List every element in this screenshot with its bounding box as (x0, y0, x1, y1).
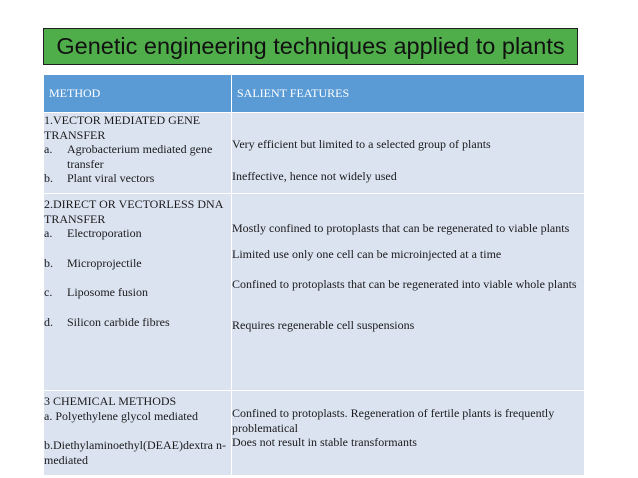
method-letter: d. (44, 314, 53, 329)
method-cell (44, 113, 232, 194)
method-text: a. Polyethylene glycol mediated (44, 408, 198, 423)
feature-text: Mostly confined to protoplasts that can be regenerated to viable plants (232, 221, 570, 235)
features-cell (232, 194, 585, 391)
feature-text: Requires regenerable cell suspensions (232, 317, 415, 332)
table-row (44, 391, 585, 476)
slide-title: Genetic engineering techniques applied to plants (56, 33, 565, 59)
method-text: Microprojectile (67, 255, 142, 270)
header-salient-features: SALIENT FEATURES (232, 75, 585, 113)
feature-text: Confined to protoplasts that can be regenerated into viable whole plants (232, 277, 577, 291)
method-text: Liposome fusion (67, 285, 148, 299)
method-item (44, 315, 231, 330)
features-cell (232, 113, 585, 194)
feature-text: Limited use only one cell can be microinjected at a time (232, 246, 502, 261)
table-row (44, 113, 585, 194)
feature-text: Does not result in stable transformants (232, 435, 417, 449)
method-item (44, 171, 231, 186)
methods-table (43, 74, 585, 476)
slide-title-box (43, 28, 578, 65)
method-text: Plant viral vectors (67, 171, 155, 185)
method-heading: 1.VECTOR MEDIATED GENE TRANSFER (44, 113, 201, 142)
method-text: b.Diethylaminoethyl(DEAE)dextra n- mediated (44, 438, 226, 467)
method-letter: c. (44, 285, 53, 299)
feature-text: Confined to protoplasts. Regeneration of fertile plants is frequently problematical (232, 406, 555, 435)
method-cell (44, 194, 232, 391)
method-item (44, 142, 231, 171)
method-text: Silicon carbide fibres (67, 314, 170, 329)
table-row (44, 194, 585, 391)
feature-text: Ineffective, hence not widely used (232, 168, 397, 183)
feature-text: Very efficient but limited to a selected group of plants (232, 137, 491, 151)
method-letter: b. (44, 255, 53, 270)
method-letter: a. (44, 226, 53, 240)
method-heading: 3 CHEMICAL METHODS (44, 394, 177, 408)
method-item (44, 256, 231, 271)
method-text: Agrobacterium mediated gene transfer (67, 142, 213, 171)
method-letter: b. (44, 171, 53, 185)
method-heading: 2.DIRECT OR VECTORLESS DNA TRANSFER (44, 197, 223, 226)
features-cell (232, 391, 585, 476)
method-letter: a. (44, 142, 53, 156)
method-item (44, 285, 231, 300)
method-cell (44, 391, 232, 476)
method-text: Electroporation (67, 226, 142, 240)
method-item (44, 226, 231, 241)
table-header-row (44, 75, 585, 113)
header-method: METHOD (44, 75, 232, 113)
